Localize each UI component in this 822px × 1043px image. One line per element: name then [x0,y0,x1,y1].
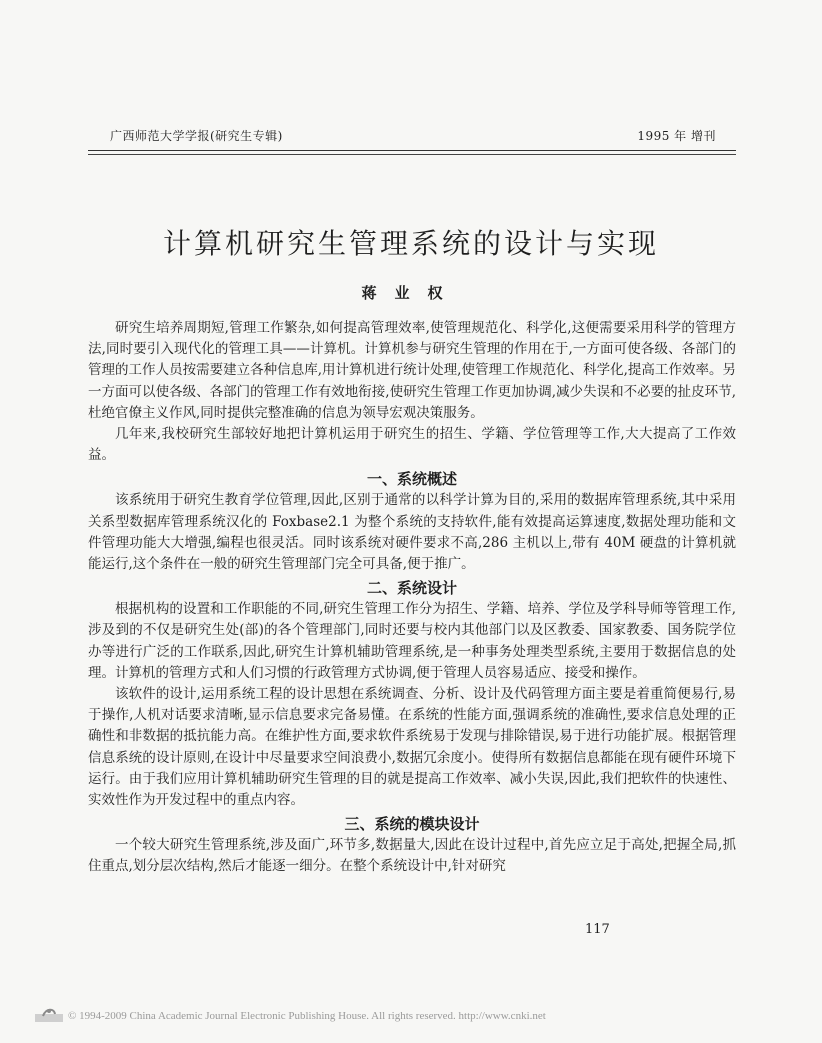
copyright-text: © 1994-2009 China Academic Journal Electronic Publishing House. All rights reserved. http://www.cnki.net [68,1010,546,1022]
copyright-footer [0,1010,822,1030]
section-heading-2: 二、系统设计 [366,579,457,598]
header-rule-thin [88,154,736,155]
article-author: 蒋业权 [361,284,461,302]
article-body [88,318,736,878]
header-rule-thick [88,150,736,151]
intro-paragraph-2: 几年来,我校研究生部较好地把计算机运用于研究生的招生、学籍、学位管理等工作,大大提高了工作效益。 [88,426,736,464]
section-heading-3: 三、系统的模块设计 [344,815,480,834]
section-2-paragraph-2: 该软件的设计,运用系统工程的设计思想在系统调查、分析、设计及代码管理方面主要是着重简便易行,易于操作,人机对话要求清晰,显示信息要求完备易懂。在系统的性能方面,强调系统的准确性,要求信息处理的正确性和非数据的抵抗能力高。在维护性方面,要求软件系统易于发现与排除错误,易于进行功能扩展。根据管理信息系统的设计原则,在设计中尽量要求空间浪费小,数据冗余度小。使得所有数据信息都能在现有硬件环境下运行。由于我们应用计算机辅助研究生管理的目的就是提高工作效率、减小失误,因此,我们把软件的快速性、实效性作为开发过程中的重点内容。 [88,686,736,809]
intro-paragraph-1: 研究生培养周期短,管理工作繁杂,如何提高管理效率,使管理规范化、科学化,这便需要采用科学的管理方法,同时要引入现代化的管理工具——计算机。计算机参与研究生管理的作用在于,一方面可使各级、各部门的管理的工作人员按需要建立各种信息库,用计算机进行统计处理,使管理工作规范化、科学化,提高工作效率。另一方面可以使各级、各部门的管理工作有效地衔接,使研究生管理工作更加协调,减少失误和不必要的扯皮环节,杜绝官僚主义作风,同时提供完整准确的信息为领导宏观决策服务。 [88,320,736,421]
section-heading-1: 一、系统概述 [366,470,457,489]
article-title: 计算机研究生管理系统的设计与实现 [162,227,659,260]
section-1-paragraph-1: 该系统用于研究生教育学位管理,因此,区别于通常的以科学计算为目的,采用的数据库管理系统,其中采用关系型数据库管理系统汉化的 Foxbase2.1 为整个系统的支持软件,能有效提高运算速度,数据处理功能和文件管理功能大大增强,编程也很灵活。同时该系统对硬件要求不高,286 主机以上,带有 40M 硬盘的计算机就能运行,这个条件在一般的研究生管理部门完全可具备,便于推广。 [88,492,736,573]
running-header [88,127,736,147]
section-2-paragraph-1: 根据机构的设置和工作职能的不同,研究生管理工作分为招生、学籍、培养、学位及学科导师等管理工作,涉及到的不仅是研究生处(部)的各个管理部门,同时还要与校内其他部门以及区教委、国家教委、国务院学位办等进行广泛的工作联系,因此,研究生计算机辅助管理系统,是一种事务处理类型系统,主要用于数据信息的处理。计算机的管理方式和人们习惯的行政管理方式协调,便于管理人员容易适应、接受和操作。 [88,601,736,681]
page-number: 117 [585,922,610,937]
section-3-paragraph-1: 一个较大研究生管理系统,涉及面广,环节多,数据量大,因此在设计过程中,首先应立足于高处,把握全局,抓住重点,划分层次结构,然后才能逐一细分。在整个系统设计中,针对研究 [88,837,736,875]
issue-info: 1995 年 增刊 [637,129,716,143]
journal-name: 广西师范大学学报(研究生专辑) [110,129,283,143]
cnki-logo-icon [34,1006,64,1024]
